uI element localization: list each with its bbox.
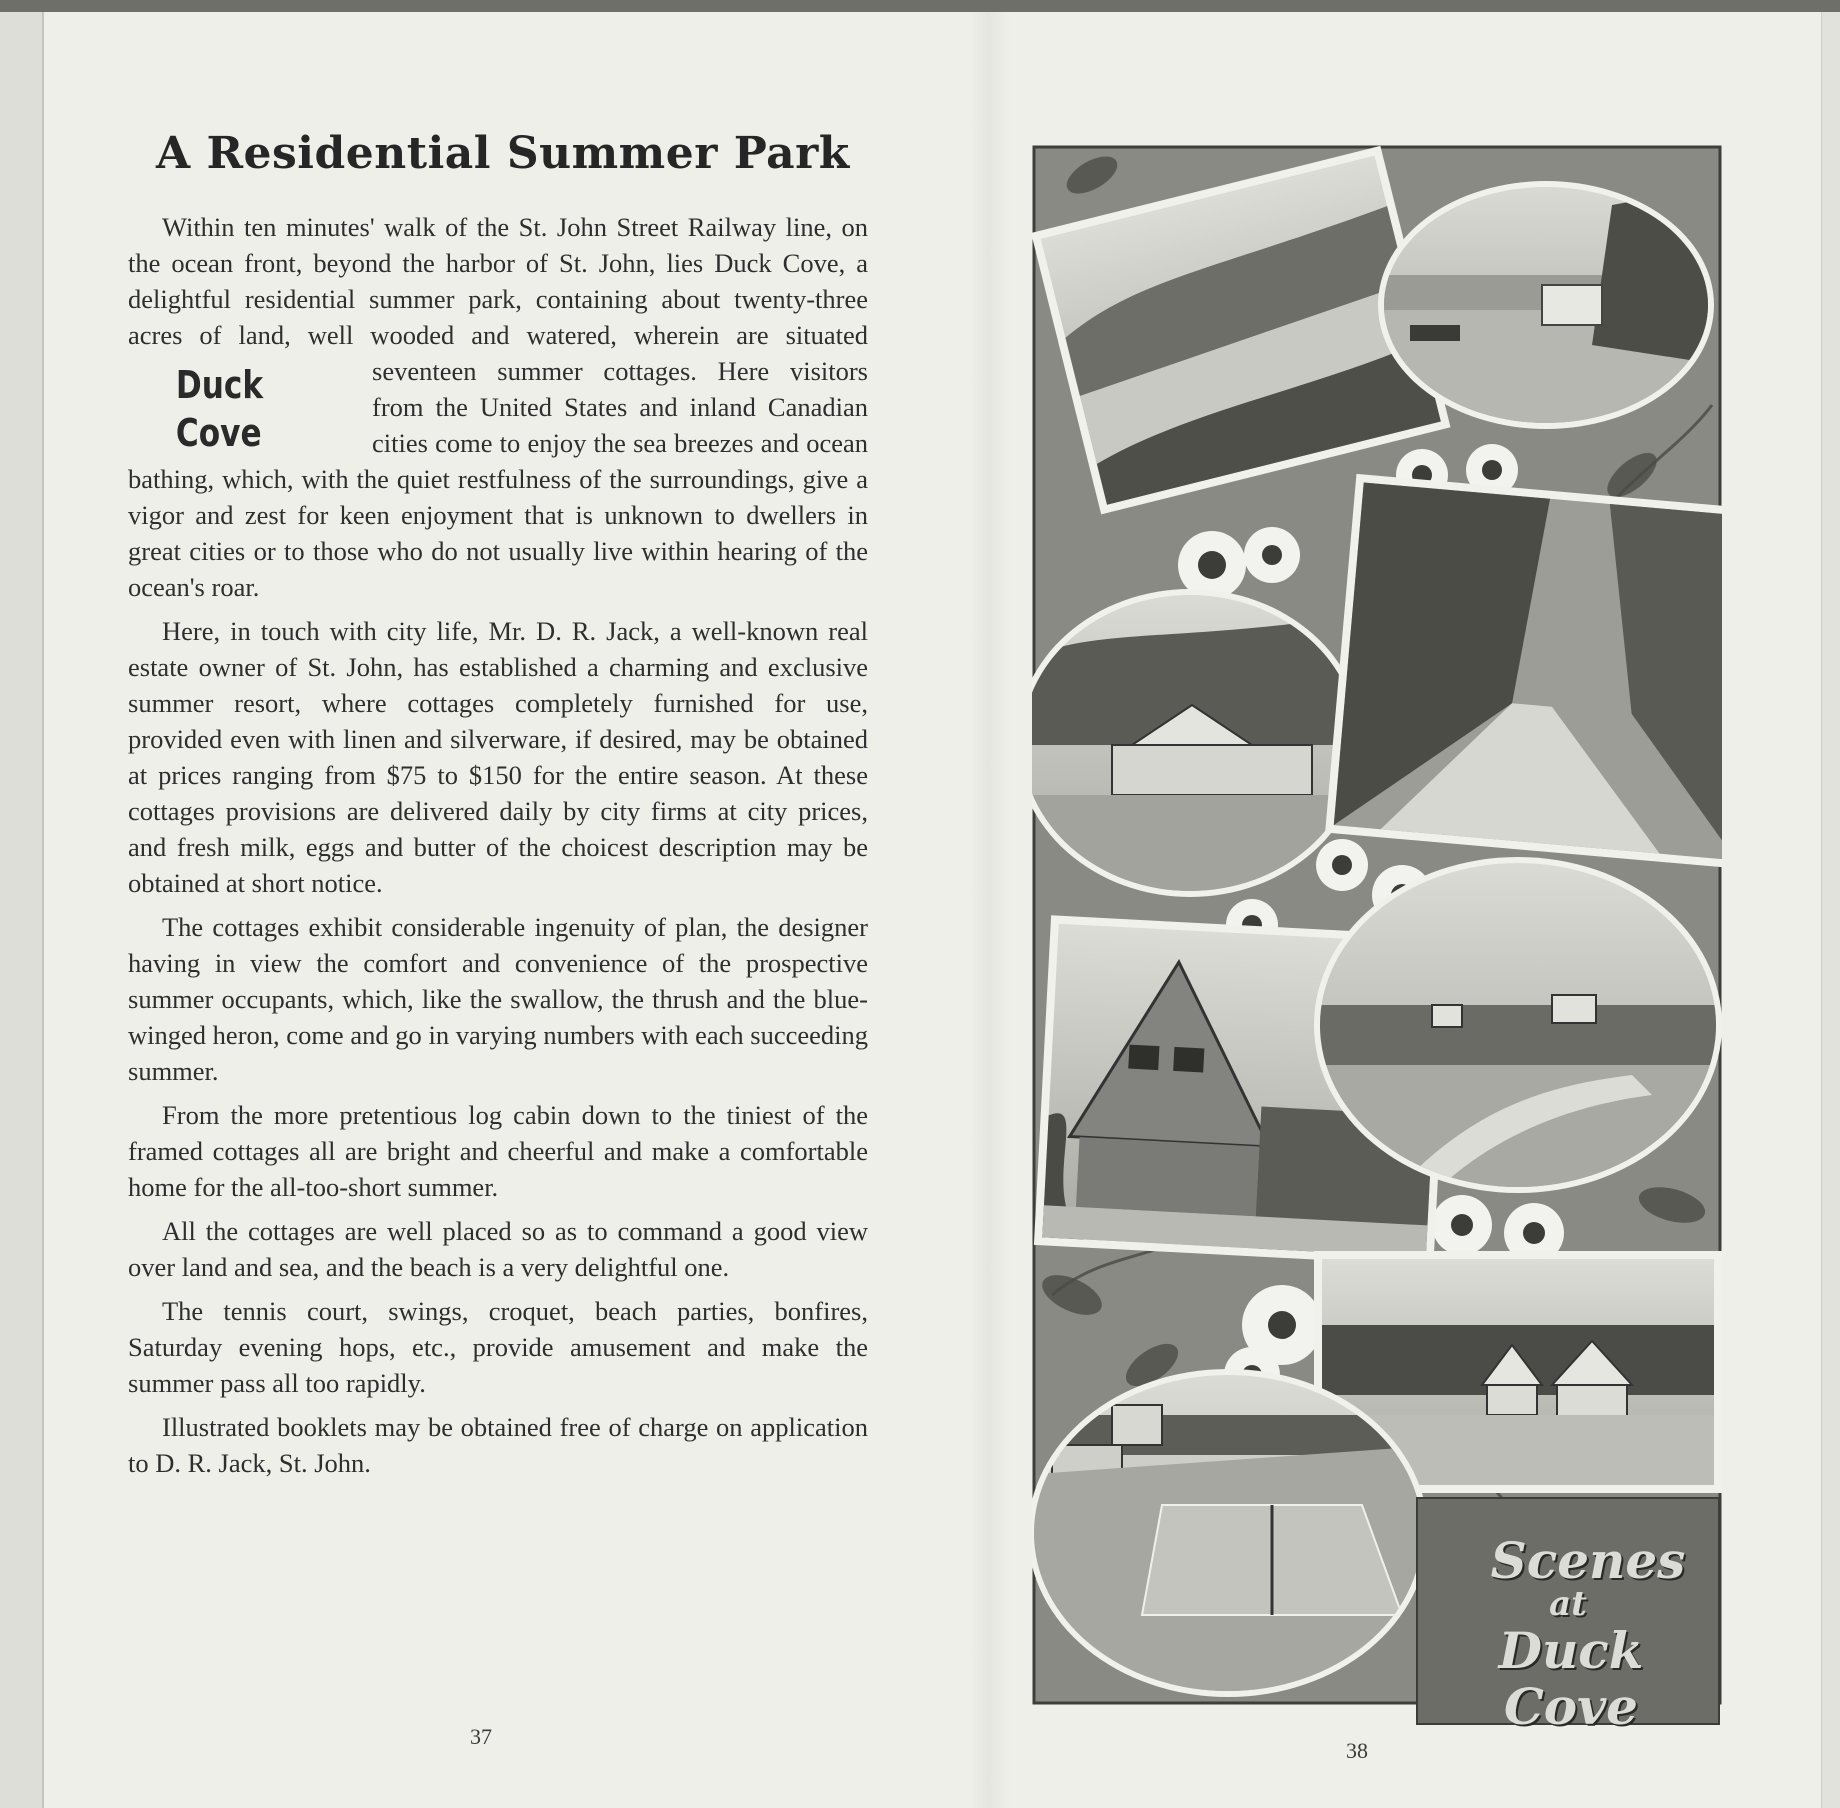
collage-caption [1416,1497,1720,1736]
top-edge [0,0,1840,12]
right-page-edge [1821,12,1840,1808]
caption-line-3: Duck Cove [1498,1621,1644,1736]
photo-road [1325,474,1722,869]
caption-line-1: Scenes [1490,1531,1686,1590]
side-heading-word: Duck [175,363,264,407]
left-page [128,128,868,1489]
left-page-edge [0,12,44,1808]
page-number-left: 37 [470,1724,492,1749]
page-title: A Residential Summer Park [156,128,850,179]
book-gutter [970,12,1010,1808]
paragraph-5: All the cottages are well placed so as to command a good view over land and sea, and the beach is a very delightful one. [128,1216,868,1282]
paragraph-4: From the more pretentious log cabin down to the tiniest of the framed cottages all are bright and cheerful and make a comfortable home for the all-too-short summer. [128,1100,868,1202]
side-heading-word: Cove [175,411,262,455]
caption-line-2: at [1549,1584,1587,1624]
paragraph-6: The tennis court, swings, croquet, beach parties, bonfires, Saturday evening hops, etc., provide amusement and make the summer pass all too rapidly. [128,1296,868,1398]
side-heading [148,361,312,457]
paragraph-7: Illustrated booklets may be obtained free of charge on application to D. R. Jack, St. John. [128,1412,868,1478]
paragraph-2: Here, in touch with city life, Mr. D. R. Jack, a well-known real estate owner of St. John, has established a charming and exclusive summer resort, where cottages completely furnished for use, provided even with linen and silverware, if desired, may be obtained at prices ranging from $75 to $150 for the entire season. At these cottages provisions are delivered daily by city firms at city prices, and fresh milk, eggs and butter of the choicest description may be obtained at short notice. [128,616,868,898]
photo-collage [1032,145,1722,1705]
paragraph-3: The cottages exhibit considerable ingenuity of plan, the designer having in view the comfort and convenience of the prospective summer occupants, which, like the swallow, the thrush and the blue-winged heron, come and go in varying numbers with each succeeding summer. [128,912,868,1086]
paragraph-1: Within ten minutes' walk of the St. John Street Railway line, on the ocean front, beyond the harbor of St. John, lies Duck Cove, a delightful residential summer park, containing about twenty-three acres of land, well wooded and watered, wherein are situated Duck Cove seventeen summer cottages. Here visitors from the United States and inland Canadian cities come to enjoy the sea breezes and ocean bathing, which, with the quiet restfulness of the surroundings, give a vigor and zest for keen enjoyment that is unknown to dwellers in great cities or to those who do not usually live within hearing of the ocean's roar. [128,212,868,602]
page-number-right: 38 [1346,1738,1368,1763]
